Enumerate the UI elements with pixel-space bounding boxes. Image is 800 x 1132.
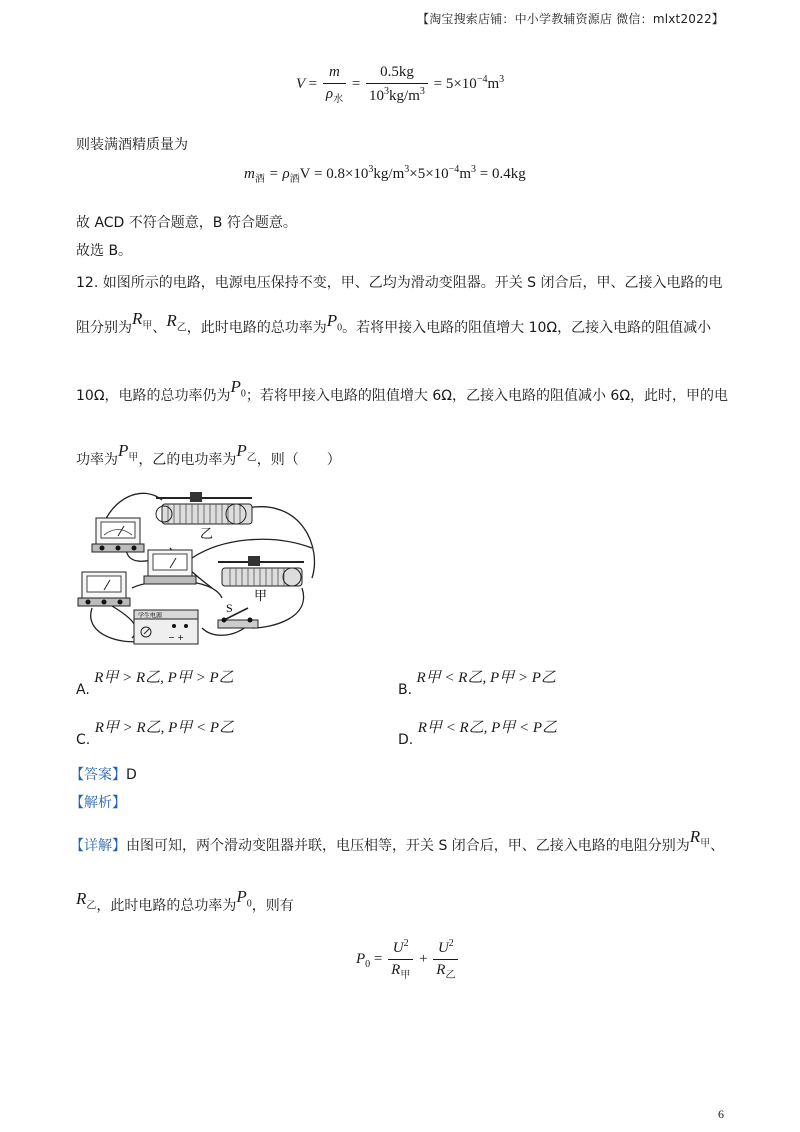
question-line-3: 10Ω，电路的总功率仍为$P_0$；若将甲接入电路的阻值增大 6Ω，乙接入电路的阻值减小 6Ω，此时，甲的电: [76, 377, 729, 404]
formula-volume: [296, 64, 504, 105]
question-line-1: 12. 如图所示的电路，电源电压保持不变，甲、乙均为滑动变阻器。开关 S 闭合后，甲、乙接入电路的电: [76, 275, 723, 291]
text-choose-answer: 故选 B。: [76, 243, 133, 259]
fraction-u2-over-r-jia: $\frac{U^2}{R_甲}$: [388, 938, 413, 981]
option-expression: R甲 > R乙, P甲 > P乙: [94, 670, 234, 686]
label-jia: 甲: [254, 589, 268, 604]
option-expression: R甲 < R乙, P甲 < P乙: [417, 720, 558, 736]
fraction-denominator: $10^3kg/m^3$: [369, 86, 425, 104]
formula-volume-lhs: V: [296, 75, 305, 92]
label-switch: S: [226, 601, 233, 615]
var-r-yi: $R_乙$: [166, 311, 187, 334]
option-letter: D.: [398, 732, 414, 748]
answer-line: [70, 764, 137, 786]
circuit-diagram: [72, 488, 332, 648]
option-letter: B.: [398, 682, 413, 698]
option-b[interactable]: [398, 666, 556, 698]
option-letter: A.: [76, 682, 90, 698]
rheostat-jia: [218, 556, 304, 586]
formula-mass: $m_酒 = \rho_酒V = 0.8\times 10^3kg/m^3\times 5\times 10^{-4}m^3 = 0.4kg$: [244, 164, 526, 185]
fraction-numerator: m: [323, 64, 346, 84]
analysis-label: 【解析】: [70, 795, 126, 811]
question-line-4: 功率为$P_甲$，乙的电功率为$P_乙$，则（ ）: [76, 441, 341, 468]
detail-line-2: $R_乙$，此时电路的总功率为$P_0$，则有: [76, 887, 294, 914]
meter-2: [144, 550, 196, 584]
detail-label: 【详解】: [70, 838, 126, 854]
meter-1: [92, 518, 144, 552]
var-p0: $P_0$: [236, 887, 252, 910]
label-yi: 乙: [200, 527, 214, 542]
option-c[interactable]: [76, 716, 235, 748]
label-power-supply: 学生电源: [138, 612, 163, 620]
switch-s: [218, 608, 258, 628]
rheostat-yi: [156, 492, 252, 524]
meter-3: [78, 572, 130, 606]
var-p-yi: $P_乙$: [236, 441, 257, 464]
var-p0: $P_0$: [326, 311, 343, 334]
var-p0: $P_0$: [230, 377, 246, 400]
fraction-m-over-rho: [323, 64, 346, 105]
var-p-jia: $P_甲$: [118, 441, 139, 464]
header-shop-info: 【淘宝搜索店铺：中小学教辅资源店 微信：mlxt2022】: [417, 12, 724, 26]
formula-volume-eq2: =: [351, 75, 361, 92]
formula-volume-eq1: =: [308, 75, 318, 92]
text-alcohol-mass-intro: 则装满酒精质量为: [76, 137, 188, 153]
question-line-2: 阻分别为$R_甲$、$R_乙$，此时电路的总功率为$P_0$。若将甲接入电路的阻值增大 10Ω，乙接入电路的阻值减小: [76, 309, 712, 336]
answer-label: 【答案】: [70, 767, 126, 783]
var-r-yi: $R_乙$: [76, 889, 97, 912]
text-conclusion: 故 ACD 不符合题意，B 符合题意。: [76, 215, 297, 231]
var-r-jia: $R_甲$: [132, 309, 153, 332]
option-letter: C.: [76, 732, 91, 748]
option-d[interactable]: [398, 716, 558, 748]
formula-p0: $P_0$ = $\frac{U^2}{R_甲}$ + $\frac{U^2}{R_乙}$: [356, 938, 460, 981]
var-r-jia: $R_甲$: [689, 827, 711, 850]
option-a[interactable]: [76, 666, 234, 698]
svg-text:− +: − +: [168, 633, 184, 642]
formula-volume-rhs: = $5\times 10^{-4}m^3$: [433, 73, 505, 92]
fraction-numerator: 0.5kg: [366, 64, 428, 84]
detail-line-1: 【详解】由图可知，两个滑动变阻器并联，电压相等，开关 S 闭合后，甲、乙接入电路的电阻分别为$R_甲$、: [70, 827, 725, 854]
fraction-denominator: $\rho_水$: [325, 86, 344, 105]
answer-value: D: [126, 767, 137, 783]
option-expression: R甲 < R乙, P甲 > P乙: [416, 670, 556, 686]
fraction-mass-over-density: [366, 64, 428, 105]
page-number: 6: [718, 1107, 724, 1121]
option-expression: R甲 > R乙, P甲 < P乙: [94, 720, 235, 736]
fraction-u2-over-r-yi: $\frac{U^2}{R_乙}$: [433, 938, 458, 981]
